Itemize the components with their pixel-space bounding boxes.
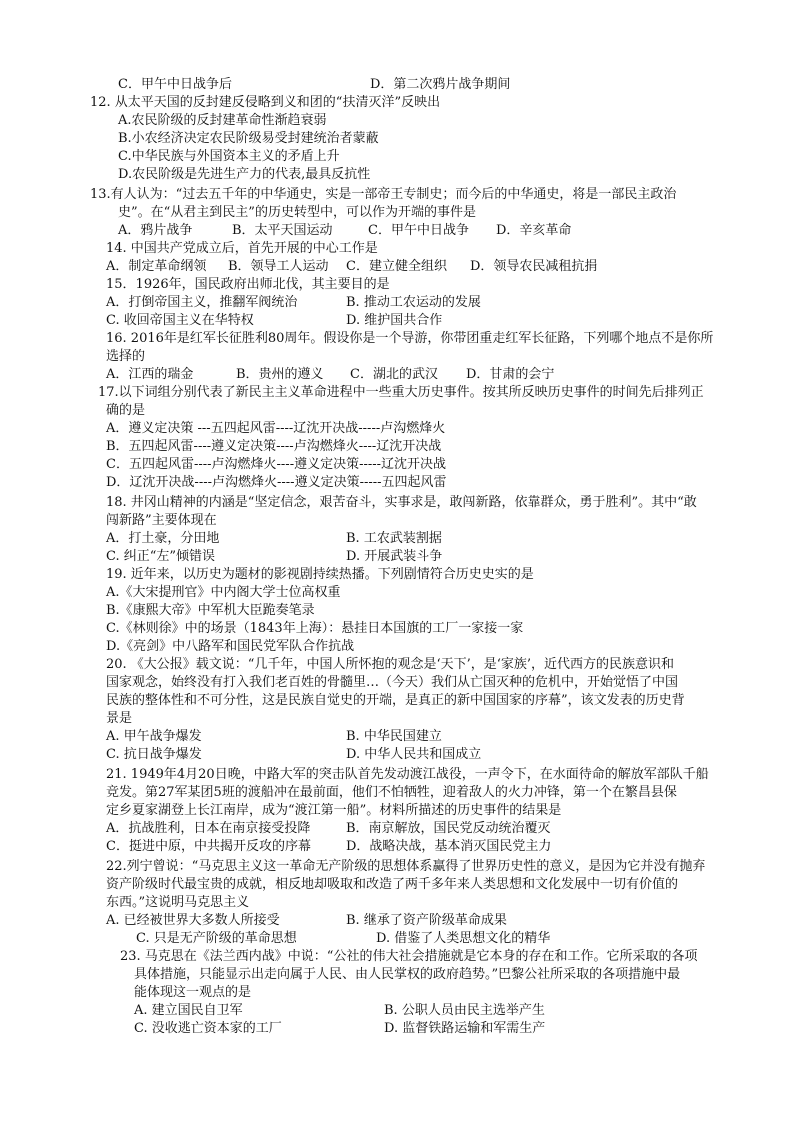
q16-stem-line1: 16. 2016年是红军长征胜利80周年。假设你是一个导游，你带团重走红军长征路，下列哪个地点不是你所: [106, 331, 714, 346]
q18-option-d: D. 开展武装斗争: [346, 549, 443, 564]
q23-option-d: D. 监督铁路运输和军需生产: [384, 1021, 546, 1036]
q13-option-a: A．鸦片战争: [118, 223, 193, 238]
q16-stem-line2: 选择的: [106, 349, 146, 364]
q13-option-b: B．太平天国运动: [232, 223, 333, 238]
q14-stem: 14. 中国共产党成立后，首先开展的中心工作是: [106, 241, 378, 256]
q14-option-a: A．制定革命纲领: [106, 259, 207, 274]
q12-option-d: D.农民阶级是先进生产力的代表,最具反抗性: [118, 167, 371, 182]
q22-stem-line2: 资产阶级时代最宝贵的成就，相反地却吸取和改造了两千多年来人类思想和文化发展中一切有价值的: [106, 877, 679, 892]
q16-option-b: B．贵州的遵义: [236, 367, 324, 382]
q23-option-c: C. 没收逃亡资本家的工厂: [134, 1021, 282, 1036]
q23-stem-line3: 能体现这一观点的是: [134, 985, 252, 1000]
q13-option-d: D．辛亥革命: [496, 223, 572, 238]
q17-stem-line2: 确的是: [106, 403, 146, 418]
q18-stem-line2: 闯新路”主要体现在: [106, 513, 217, 528]
q16-option-c: C．湖北的武汉: [350, 367, 438, 382]
q17-option-a: A．遵义定决策 ---五四起风雷----辽沈开决战-----卢沟燃烽火: [106, 421, 446, 436]
q13-option-c: C．甲午中日战争: [368, 223, 469, 238]
q15-option-c: C. 收回帝国主义在华特权: [106, 313, 254, 328]
q16-option-a: A．江西的瑞金: [106, 367, 194, 382]
q21-option-d: D．战略决战，基本消灭国民党主力: [346, 839, 552, 854]
q20-stem-line3: 民族的整体性和不可分性，这是民族自觉史的开端，是真正的新中国国家的序幕”，该文发表的历史背: [106, 693, 685, 708]
q18-option-b: B. 工农武装割据: [346, 531, 442, 546]
q15-option-a: A．打倒帝国主义，推翻军阀统治: [106, 295, 298, 310]
q12-option-c: C.中华民族与外国资本主义的矛盾上升: [118, 149, 340, 164]
q14-option-d: D．领导农民减租抗捐: [470, 259, 598, 274]
q12-option-a: A.农民阶级的反封建革命性渐趋衰弱: [118, 113, 327, 128]
q23-option-a: A. 建立国民自卫军: [134, 1003, 243, 1018]
q23-stem-line2: 具体措施，只能显示出走向属于人民、由人民掌权的政府趋势。”巴黎公社所采取的各项措施中最: [134, 967, 681, 982]
q20-stem-line4: 景是: [106, 711, 133, 726]
q23-option-b: B. 公职人员由民主选举产生: [384, 1003, 545, 1018]
q18-stem-line1: 18. 井冈山精神的内涵是“坚定信念，艰苦奋斗，实事求是，敢闯新路，依靠群众，勇于胜利”。其中“敢: [106, 495, 697, 510]
q17-option-c: C．五四起风雷----卢沟燃烽火----遵义定决策-----辽沈开决战: [106, 457, 447, 472]
q20-option-b: B. 中华民国建立: [346, 729, 442, 744]
q18-option-c: C. 纠正“左”倾错误: [106, 549, 216, 564]
q21-stem-line3: 定乡夏家湖登上长江南岸，成为“渡江第一船”。材料所描述的历史事件的结果是: [106, 803, 562, 818]
q14-option-b: B．领导工人运动: [228, 259, 329, 274]
q15-option-d: D. 维护国共合作: [346, 313, 443, 328]
q23-stem-line1: 23. 马克思在《法兰西内战》中说：“公社的伟大社会措施就是它本身的存在和工作。它所采取的各项: [120, 949, 698, 964]
q21-option-b: B．南京解放，国民党反动统治覆灭: [346, 821, 551, 836]
q18-option-a: A．打土豪，分田地: [106, 531, 220, 546]
q22-stem-line3: 东西。”这说明马克思主义: [106, 895, 250, 910]
q19-option-c: C.《林则徐》中的场景（1843年上海）：悬挂日本国旗的工厂一家接一家: [106, 621, 524, 636]
q15-stem: 15．1926年，国民政府出师北伐，其主要目的是: [106, 277, 390, 292]
q12-option-b: B.小农经济决定农民阶级易受封建统治者蒙蔽: [118, 131, 379, 146]
q19-option-a: A.《大宋提刑官》中内阁大学士位高权重: [106, 585, 341, 600]
q20-option-c: C. 抗日战争爆发: [106, 747, 202, 762]
q22-stem-line1: 22.列宁曾说：“马克思主义这一革命无产阶级的思想体系赢得了世界历史性的意义，是因为它并没有抛弃: [106, 859, 706, 874]
q20-option-a: A. 甲午战争爆发: [106, 729, 202, 744]
q21-option-a: A．抗战胜利，日本在南京接受投降: [106, 821, 311, 836]
q22-option-b: B. 继承了资产阶级革命成果: [346, 913, 507, 928]
q19-option-d: D.《亮剑》中八路军和国民党军队合作抗战: [106, 639, 355, 654]
q17-stem-line1: 17.以下词组分别代表了新民主主义革命进程中一些重大历史事件。按其所反映历史事件的时间先后排列正: [98, 385, 704, 400]
q21-stem-line2: 竞发。第27军某团5班的渡船冲在最前面，他们不怕牺牲，迎着敌人的火力冲锋，第一个在繁昌县保: [106, 785, 677, 800]
q16-option-d: D．甘肃的会宁: [466, 367, 555, 382]
q11-option-d: D．第二次鸦片战争期间: [370, 77, 511, 92]
q22-option-a: A. 已经被世界大多数人所接受: [106, 913, 280, 928]
q17-option-d: D．辽沈开决战----卢沟燃烽火----遵义定决策-----五四起风雷: [106, 475, 447, 490]
q20-stem-line1: 20. 《大公报》载文说：“几千年，中国人所怀抱的观念是‘天下’，是‘家族’，近代西方的民族意识和: [106, 657, 674, 672]
q17-option-b: B．五四起风雷----遵义定决策----卢沟燃烽火----辽沈开决战: [106, 439, 442, 454]
q22-option-d: D. 借鉴了人类思想文化的精华: [376, 931, 551, 946]
q15-option-b: B. 推动工农运动的发展: [346, 295, 481, 310]
q11-option-c: C．甲午中日战争后: [118, 77, 232, 92]
q14-option-c: C．建立健全组织: [346, 259, 447, 274]
q21-stem-line1: 21. 1949年4月20日晚，中路大军的突击队首先发动渡江战役，一声令下，在水面待命的解放军部队千船: [106, 767, 709, 782]
q20-option-d: D. 中华人民共和国成立: [346, 747, 482, 762]
q19-stem: 19. 近年来，以历史为题材的影视剧持续热播。下列剧情符合历史史实的是: [106, 567, 534, 582]
q19-option-b: B.《康熙大帝》中军机大臣跪奏笔录: [106, 603, 315, 618]
q13-stem-line2: 史”。在“从君主到民主”的历史转型中，可以作为开端的事件是: [118, 205, 476, 220]
q13-stem-line1: 13.有人认为：“过去五千年的中华通史，实是一部帝王专制史；而今后的中华通史，将是一部民主政治: [90, 187, 677, 202]
q20-stem-line2: 国家观念，始终没有打入我们老百姓的骨髓里…（今天）我们从亡国灭种的危机中，开始觉悟了中国: [106, 675, 679, 690]
q21-option-c: C．挺进中原，中共揭开反攻的序幕: [106, 839, 311, 854]
q22-option-c: C. 只是无产阶级的革命思想: [136, 931, 297, 946]
q12-stem: 12. 从太平天国的反封建反侵略到义和团的“扶清灭洋”反映出: [90, 95, 441, 110]
